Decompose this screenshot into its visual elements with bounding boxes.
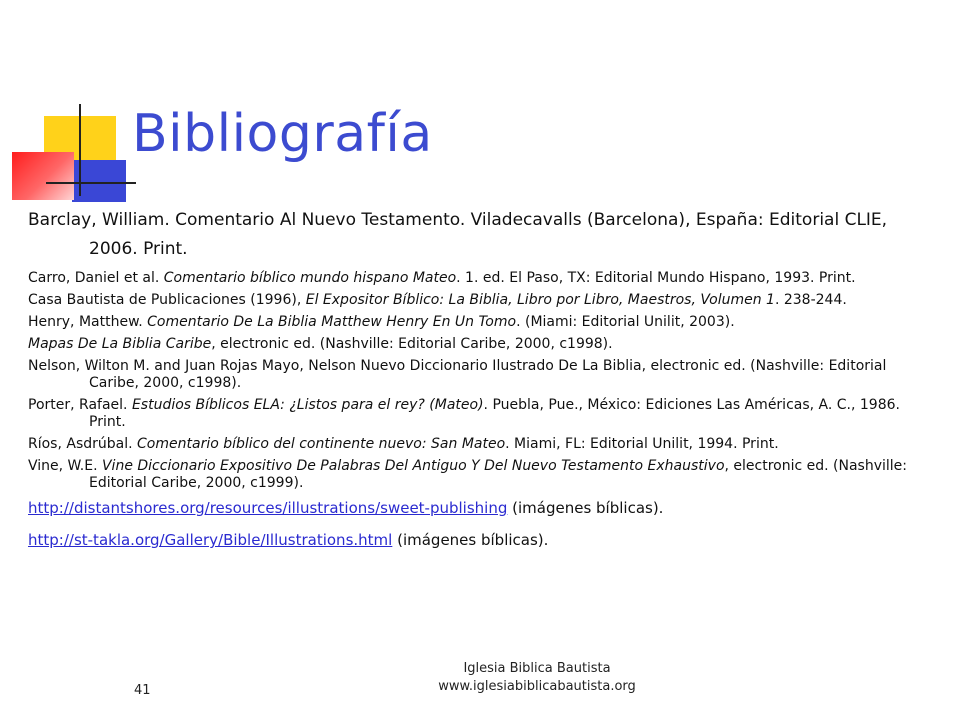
footer-organization [412, 660, 662, 696]
page-number: 41 [134, 683, 151, 698]
reference-item: Henry, Matthew. Comentario De La Biblia Matthew Henry En Un Tomo. (Miami: Editorial Unilit, 2003). [28, 314, 735, 330]
reference-link-item: http://distantshores.org/resources/illustrations/sweet-publishing (imágenes bíblicas). [28, 499, 664, 517]
reference-item: Mapas De La Biblia Caribe, electronic ed. (Nashville: Editorial Caribe, 2000, c1998). [28, 336, 613, 352]
slide-logo [0, 0, 140, 200]
st-takla-link[interactable]: http://st-takla.org/Gallery/Bible/Illustrations.html [28, 531, 393, 549]
logo-red-square [12, 152, 74, 200]
distantshores-link[interactable]: http://distantshores.org/resources/illustrations/sweet-publishing [28, 499, 508, 517]
reference-item: Vine, W.E. Vine Diccionario Expositivo De Palabras Del Antiguo Y Del Nuevo Testamento Exhaustivo, electronic ed. (Nashville: Editorial Caribe, 2000, c1999). [28, 458, 908, 491]
reference-item: Casa Bautista de Publicaciones (1996), El Expositor Bíblico: La Biblia, Libro por Libro, Maestros, Volumen 1. 238-244. [28, 292, 847, 308]
reference-item: Carro, Daniel et al. Comentario bíblico mundo hispano Mateo. 1. ed. El Paso, TX: Editorial Mundo Hispano, 1993. Print. [28, 270, 856, 286]
reference-item: Porter, Rafael. Estudios Bíblicos ELA: ¿Listos para el rey? (Mateo). Puebla, Pue., México: Ediciones Las Américas, A. C., 1986. Print. [28, 397, 900, 430]
reference-item: Barclay, William. Comentario Al Nuevo Testamento. Viladecavalls (Barcelona), España: Editorial CLIE, 2006. Print. [28, 210, 888, 259]
bibliography-list [28, 206, 908, 561]
slide-title: Bibliografía [132, 104, 433, 164]
logo-horizontal-line [46, 182, 136, 184]
footer-org-name: Iglesia Biblica Bautista [463, 661, 611, 676]
reference-item: Nelson, Wilton M. and Juan Rojas Mayo, Nelson Nuevo Diccionario Ilustrado De La Biblia, electronic ed. (Nashville: Editorial Caribe, 2000, c1998). [28, 358, 887, 391]
footer-org-url: www.iglesiabiblicabautista.org [438, 679, 636, 694]
reference-item: Ríos, Asdrúbal. Comentario bíblico del continente nuevo: San Mateo. Miami, FL: Editorial Unilit, 1994. Print. [28, 436, 779, 452]
reference-link-item: http://st-takla.org/Gallery/Bible/Illustrations.html (imágenes bíblicas). [28, 531, 549, 549]
